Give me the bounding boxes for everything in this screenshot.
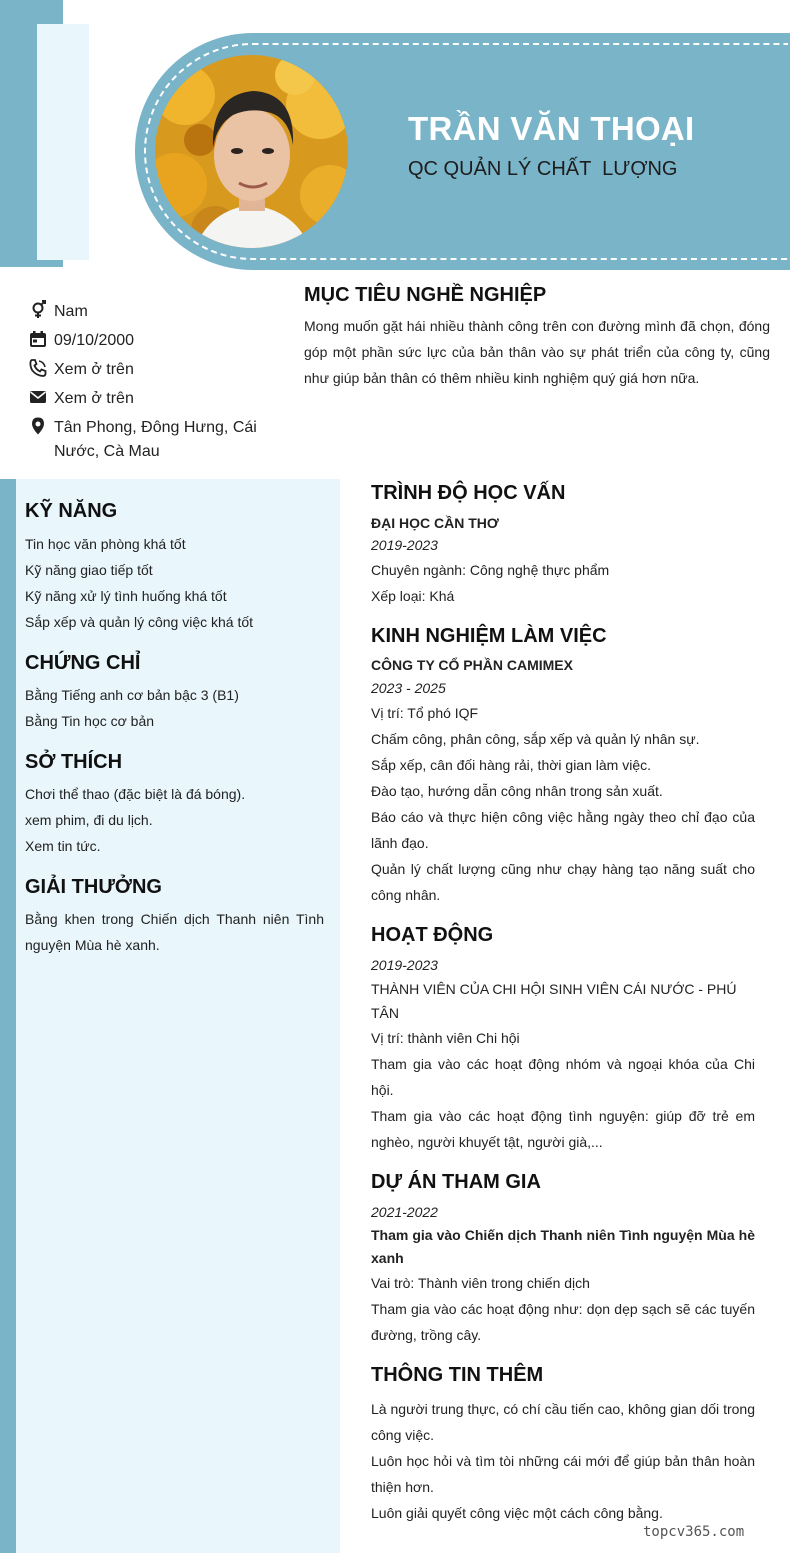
experience-company: CÔNG TY CỔ PHẦN CAMIMEX bbox=[371, 657, 573, 673]
avatar bbox=[155, 55, 348, 248]
list-item: Bằng Tiếng anh cơ bản bậc 3 (B1) bbox=[25, 687, 239, 703]
activities-period: 2019-2023 bbox=[371, 957, 438, 973]
gender-icon bbox=[28, 300, 48, 320]
education-line: Chuyên ngành: Công nghệ thực phẩm bbox=[371, 562, 610, 578]
awards-heading: GIẢI THƯỞNG bbox=[25, 876, 162, 898]
education-school: ĐẠI HỌC CẦN THƠ bbox=[371, 515, 499, 531]
right-column bbox=[371, 482, 755, 1526]
list-item: Kỹ năng giao tiếp tốt bbox=[25, 562, 153, 578]
extra-line: Luôn giải quyết công việc một cách công bằng. bbox=[371, 1505, 663, 1521]
education-line: Xếp loại: Khá bbox=[371, 588, 455, 604]
extra-line: Luôn học hỏi và tìm tòi những cái mới để giúp bản thân hoàn thiện hơn. bbox=[371, 1453, 755, 1495]
list-item: Sắp xếp và quản lý công việc khá tốt bbox=[25, 614, 254, 630]
info-phone bbox=[28, 358, 134, 382]
activities-org: THÀNH VIÊN CỦA CHI HỘI SINH VIÊN CÁI NƯỚC - PHÚ TÂN bbox=[371, 981, 737, 1021]
certificates-heading: CHỨNG CHỈ bbox=[25, 652, 141, 674]
extra-heading: THÔNG TIN THÊM bbox=[371, 1364, 544, 1386]
candidate-name: TRẦN VĂN THOẠI bbox=[408, 110, 695, 147]
list-item: xem phim, đi du lịch. bbox=[25, 812, 153, 828]
activities-position: Vị trí: thành viên Chi hội bbox=[371, 1030, 520, 1046]
experience-period: 2023 - 2025 bbox=[371, 680, 446, 696]
hobbies-heading: SỞ THÍCH bbox=[25, 751, 123, 773]
location-icon bbox=[28, 416, 48, 436]
footer-site: topcv365.com bbox=[643, 1524, 745, 1540]
skills-heading: KỸ NĂNG bbox=[25, 500, 118, 522]
address-line-2: Nước, Cà Mau bbox=[54, 443, 160, 460]
info-gender bbox=[28, 300, 88, 324]
activities-line: Tham gia vào các hoạt động tình nguyện: giúp đỡ trẻ em nghèo, người khuyết tật, người già,... bbox=[371, 1108, 755, 1150]
projects-role: Vai trò: Thành viên trong chiến dịch bbox=[371, 1275, 590, 1291]
email-value: Xem ở trên bbox=[54, 390, 134, 407]
list-item: Tin học văn phòng khá tốt bbox=[25, 536, 186, 552]
skills-list bbox=[25, 531, 325, 635]
experience-heading: KINH NGHIỆM LÀM VIỆC bbox=[371, 625, 607, 647]
experience-line: Đào tạo, hướng dẫn công nhân trong sản xuất. bbox=[371, 783, 663, 799]
info-address bbox=[28, 416, 257, 464]
address-line-1: Tân Phong, Đông Hưng, Cái bbox=[54, 419, 257, 436]
objective-heading: MỤC TIÊU NGHỀ NGHIỆP bbox=[304, 284, 547, 306]
education-heading: TRÌNH ĐỘ HỌC VẤN bbox=[371, 482, 566, 504]
header-light-strip bbox=[37, 24, 89, 260]
experience-line: Báo cáo và thực hiện công việc hằng ngày theo chỉ đạo của lãnh đạo. bbox=[371, 809, 755, 851]
phone-value: Xem ở trên bbox=[54, 361, 134, 378]
gender-value: Nam bbox=[54, 303, 88, 320]
list-item: Kỹ năng xử lý tình huống khá tốt bbox=[25, 588, 227, 604]
phone-icon bbox=[28, 358, 48, 378]
left-panel bbox=[16, 479, 340, 1553]
dob-value: 09/10/2000 bbox=[54, 332, 135, 349]
extra-line: Là người trung thực, có chí cầu tiến cao, không gian dối trong công việc. bbox=[371, 1401, 755, 1443]
left-accent-strip bbox=[0, 479, 16, 1553]
info-dob bbox=[28, 329, 134, 353]
list-item: Xem tin tức. bbox=[25, 838, 101, 854]
candidate-title: QC QUẢN LÝ CHẤT LƯỢNG bbox=[408, 158, 678, 180]
experience-line: Sắp xếp, cân đối hàng rải, thời gian làm việc. bbox=[371, 757, 652, 773]
activities-heading: HOẠT ĐỘNG bbox=[371, 924, 494, 946]
objective-text: Mong muốn gặt hái nhiều thành công trên con đường mình đã chọn, đóng góp một phần sức lực của bản thân vào sự phát triển của công ty, cũng như giúp bản thân có thêm nhiều kinh nghiệm quý giá hơn nữa. bbox=[304, 318, 770, 386]
email-icon bbox=[28, 387, 48, 407]
experience-position: Vị trí: Tổ phó IQF bbox=[371, 705, 479, 721]
projects-heading: DỰ ÁN THAM GIA bbox=[371, 1171, 541, 1193]
awards-text: Bằng khen trong Chiến dịch Thanh niên Tình nguyện Mùa hè xanh. bbox=[25, 911, 324, 953]
hobbies-list bbox=[25, 781, 325, 859]
calendar-icon bbox=[28, 329, 48, 349]
certificates-list bbox=[25, 682, 325, 734]
experience-line: Chấm công, phân công, sắp xếp và quản lý nhân sự. bbox=[371, 731, 700, 747]
education-period: 2019-2023 bbox=[371, 537, 438, 553]
experience-line: Quản lý chất lượng cũng như chạy hàng tạo năng suất cho công nhân. bbox=[371, 861, 755, 903]
projects-name: Tham gia vào Chiến dịch Thanh niên Tình nguyện Mùa hè xanh bbox=[371, 1227, 755, 1266]
activities-line: Tham gia vào các hoạt động nhóm và ngoại khóa của Chi hội. bbox=[371, 1056, 755, 1098]
list-item: Chơi thể thao (đặc biệt là đá bóng). bbox=[25, 786, 246, 802]
projects-line: Tham gia vào các hoạt động như: dọn dẹp sạch sẽ các tuyến đường, trồng cây. bbox=[371, 1301, 755, 1343]
address-value bbox=[54, 416, 257, 464]
list-item: Bằng Tin học cơ bản bbox=[25, 713, 155, 729]
projects-period: 2021-2022 bbox=[371, 1204, 438, 1220]
info-email bbox=[28, 387, 134, 411]
